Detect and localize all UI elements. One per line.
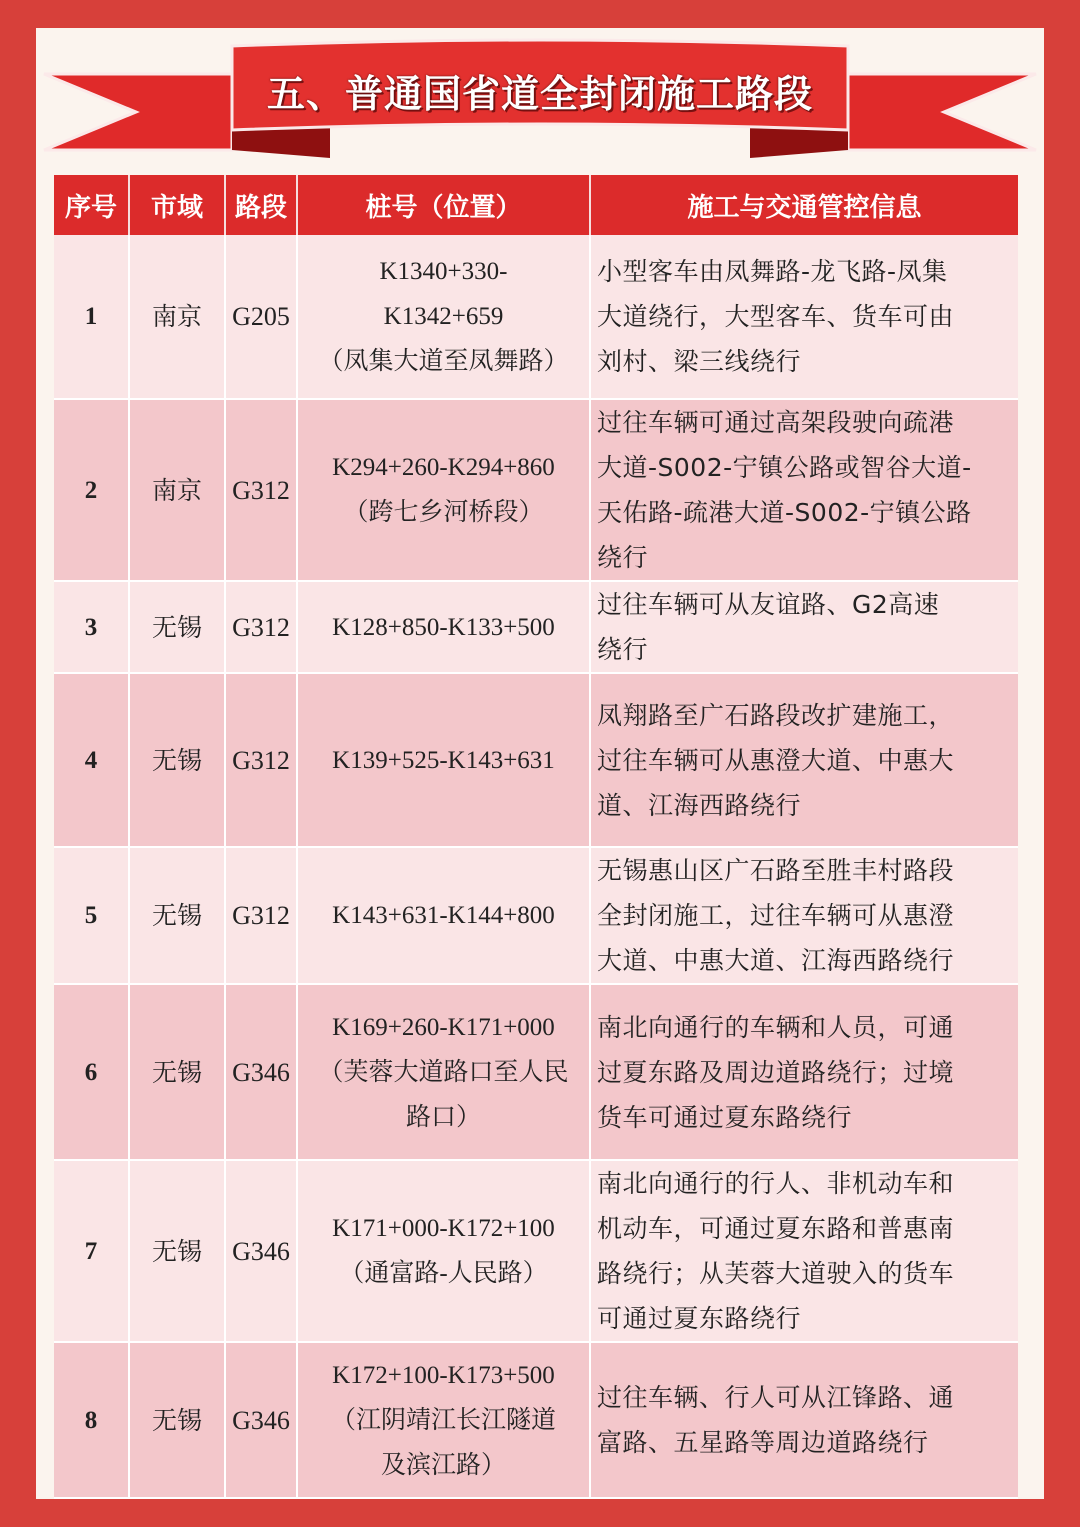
table-row [54, 581, 1018, 673]
info-line: 货车可通过夏东路绕行 [597, 1102, 853, 1132]
location-line: 及滨江路） [380, 1451, 506, 1479]
table-row [54, 1342, 1018, 1498]
row-number: 4 [54, 673, 129, 847]
row-city: 无锡 [129, 1160, 225, 1342]
table-row [54, 235, 1018, 399]
row-info [590, 984, 1018, 1160]
closure-table [54, 175, 1018, 1499]
row-road: G346 [225, 1160, 297, 1342]
row-location [297, 235, 590, 399]
row-info [590, 581, 1018, 673]
row-road: G312 [225, 581, 297, 673]
location-line: K294+260-K294+860 [332, 454, 555, 481]
info-line: 过往车辆可从惠澄大道、中惠大 [597, 745, 955, 775]
row-road: G312 [225, 399, 297, 581]
location-line: K143+631-K144+800 [332, 902, 555, 929]
row-city: 无锡 [129, 673, 225, 847]
row-city: 南京 [129, 399, 225, 581]
row-city: 无锡 [129, 1342, 225, 1498]
row-number: 3 [54, 581, 129, 673]
info-line: 过往车辆可通过高架段驶向疏港 [597, 408, 955, 437]
col-header-info: 施工与交通管控信息 [590, 175, 1018, 235]
row-number: 6 [54, 984, 129, 1160]
col-header-road: 路段 [225, 175, 297, 235]
info-line: 无锡惠山区广石路至胜丰村路段 [597, 856, 955, 885]
info-line: 南北向通行的行人、非机动车和 [597, 1169, 955, 1198]
info-line: 刘村、梁三线绕行 [597, 347, 802, 376]
row-info [590, 235, 1018, 399]
row-city: 无锡 [129, 984, 225, 1160]
location-line: （江阴靖江长江隧道 [330, 1406, 556, 1434]
table-header-row [54, 175, 1018, 235]
info-line: 天佑路-疏港大道-S002-宁镇公路 [597, 498, 972, 527]
row-city: 无锡 [129, 581, 225, 673]
info-line: 大道、中惠大道、江海西路绕行 [597, 946, 955, 975]
info-line: 富路、五星路等周边道路绕行 [597, 1428, 929, 1457]
row-road: G312 [225, 673, 297, 847]
info-line: 绕行 [597, 635, 649, 664]
info-line: 路绕行；从芙蓉大道驶入的货车 [597, 1259, 955, 1288]
row-info [590, 1342, 1018, 1498]
info-line: 绕行 [597, 543, 649, 572]
info-line: 全封闭施工，过往车辆可从惠澄 [597, 901, 955, 930]
info-line: 小型客车由凤舞路-龙飞路-凤集 [597, 257, 948, 286]
location-line: K172+100-K173+500 [332, 1361, 555, 1389]
row-road: G346 [225, 1342, 297, 1498]
row-number: 7 [54, 1160, 129, 1342]
location-line: （芙蓉大道路口至人民 [318, 1058, 569, 1086]
location-line: （凤集大道至凤舞路） [318, 348, 569, 375]
row-location [297, 673, 590, 847]
row-city: 无锡 [129, 847, 225, 984]
location-line: K128+850-K133+500 [332, 613, 555, 641]
info-line: 大道-S002-宁镇公路或智谷大道- [597, 453, 972, 482]
info-line: 过往车辆可从友谊路、G2高速 [597, 590, 940, 619]
row-number: 2 [54, 399, 129, 581]
info-line: 大道绕行，大型客车、货车可由 [597, 302, 955, 331]
info-line: 过往车辆、行人可从江锋路、通 [597, 1383, 955, 1412]
row-info [590, 847, 1018, 984]
table-row [54, 1160, 1018, 1342]
location-line: K169+260-K171+000 [332, 1013, 555, 1041]
row-location [297, 847, 590, 984]
table-row [54, 847, 1018, 984]
row-road: G312 [225, 847, 297, 984]
info-line: 凤翔路至广石路段改扩建施工， [597, 700, 955, 730]
row-road: G205 [225, 235, 297, 399]
info-line: 机动车，可通过夏东路和普惠南 [597, 1214, 955, 1243]
info-line: 道、江海西路绕行 [597, 790, 802, 820]
row-city: 南京 [129, 235, 225, 399]
row-info [590, 673, 1018, 847]
location-line: （通富路-人民路） [339, 1260, 548, 1287]
row-number: 5 [54, 847, 129, 984]
table-row [54, 984, 1018, 1160]
row-road: G346 [225, 984, 297, 1160]
table-row [54, 399, 1018, 581]
row-number: 8 [54, 1342, 129, 1498]
row-location [297, 1342, 590, 1498]
row-info [590, 399, 1018, 581]
table-row [54, 673, 1018, 847]
col-header-city: 市域 [129, 175, 225, 235]
info-line: 南北向通行的车辆和人员，可通 [597, 1012, 955, 1042]
location-line: 路口） [405, 1103, 481, 1131]
location-line: K1340+330- [379, 258, 508, 285]
col-header-location: 桩号（位置） [297, 175, 590, 235]
row-location [297, 1160, 590, 1342]
location-line: K139+525-K143+631 [332, 746, 555, 774]
banner-title: 五、普通国省道全封闭施工路段 [266, 71, 813, 116]
info-line: 可通过夏东路绕行 [597, 1304, 802, 1333]
row-location [297, 581, 590, 673]
info-line: 过夏东路及周边道路绕行；过境 [597, 1057, 955, 1087]
row-location [297, 984, 590, 1160]
row-number: 1 [54, 235, 129, 399]
row-info [590, 1160, 1018, 1342]
row-location [297, 399, 590, 581]
location-line: （跨七乡河桥段） [343, 499, 544, 526]
location-line: K171+000-K172+100 [332, 1215, 555, 1242]
location-line: K1342+659 [383, 303, 504, 330]
col-header-no: 序号 [54, 175, 129, 235]
